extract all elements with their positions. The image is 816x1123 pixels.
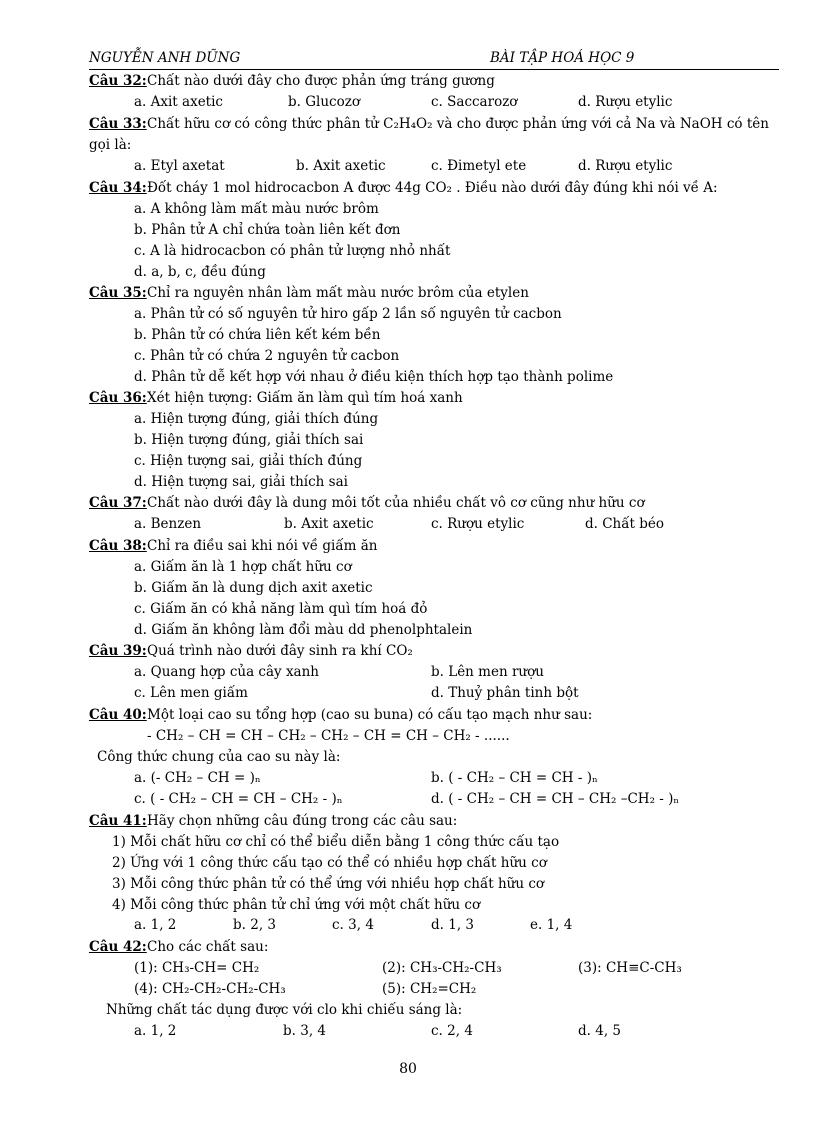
question-36 [0, 388, 816, 409]
option-line [0, 325, 816, 346]
option-a: a. Hiện tượng đúng, giải thích đúng [134, 411, 379, 427]
options-row [0, 156, 816, 177]
option-c: c. Đimetyl ete [431, 158, 527, 174]
options-row [0, 514, 816, 535]
option-d: d. Chất béo [585, 516, 664, 532]
question-text: Chất hữu cơ có công thức phân tử C₂H₄O₂ và cho được phản ứng với cả Na và NaOH có tên [147, 116, 769, 132]
statement-1: 1) Mỗi chất hữu cơ chỉ có thể biểu diễn bằng 1 công thức cấu tạo [112, 834, 560, 850]
question-text: Chất nào dưới đây cho được phản ứng tráng gương [147, 73, 495, 89]
substance-5: (5): CH₂=CH₂ [382, 981, 477, 997]
option-e: e. 1, 4 [530, 917, 573, 933]
option-a: a. A không làm mất màu nước brôm [134, 201, 379, 217]
question-34 [0, 178, 816, 199]
option-a: a. Etyl axetat [134, 158, 225, 174]
options-row [0, 1021, 816, 1042]
option-b: b. Axit axetic [284, 516, 374, 532]
option-c: c. A là hidrocacbon có phân tử lượng nhỏ nhất [134, 243, 451, 259]
option-a: a. 1, 2 [134, 1023, 177, 1039]
question-32 [0, 71, 816, 92]
question-number: Câu 34: [89, 180, 147, 196]
option-d: d. 1, 3 [431, 917, 474, 933]
option-c: c. ( - CH₂ – CH = CH – CH₂ - )ₙ [134, 791, 343, 807]
statement-line [0, 874, 816, 895]
polymer-formula: - CH₂ – CH = CH – CH₂ – CH₂ – CH = CH – CH₂ - ...... [147, 728, 510, 744]
formula-line [0, 726, 816, 747]
substance-1: (1): CH₃-CH= CH₂ [134, 960, 260, 976]
statement-line [0, 853, 816, 874]
option-line [0, 409, 816, 430]
option-line [0, 599, 816, 620]
option-d: d. a, b, c, đều đúng [134, 264, 266, 280]
option-b: b. ( - CH₂ – CH = CH - )ₙ [431, 770, 598, 786]
substances-row [0, 979, 816, 1000]
question-38 [0, 536, 816, 557]
option-line [0, 199, 816, 220]
option-c: c. Hiện tượng sai, giải thích đúng [134, 453, 363, 469]
option-c: c. Rượu etylic [431, 516, 525, 532]
option-a: a. Axit axetic [134, 94, 223, 110]
question-37 [0, 493, 816, 514]
question-35 [0, 283, 816, 304]
question-text-cont [0, 747, 816, 768]
option-line [0, 578, 816, 599]
statement-line [0, 832, 816, 853]
option-b: b. Phân tử có chứa liên kết kém bền [134, 327, 381, 343]
question-41 [0, 811, 816, 832]
option-line [0, 472, 816, 493]
question-text: Chất nào dưới đây là dung môi tốt của nhiều chất vô cơ cũng như hữu cơ [147, 495, 645, 511]
question-number: Câu 41: [89, 813, 147, 829]
question-text: Quá trình nào dưới đây sinh ra khí CO₂ [147, 643, 413, 659]
option-line [0, 346, 816, 367]
option-c: c. Giấm ăn có khả năng làm quì tím hoá đỏ [134, 601, 428, 617]
question-number: Câu 42: [89, 939, 147, 955]
question-text: Chỉ ra điều sai khi nói về giấm ăn [147, 538, 378, 554]
question-text-cont [0, 135, 816, 156]
option-d: d. Hiện tượng sai, giải thích sai [134, 474, 348, 490]
option-a: a. Giấm ăn là 1 hợp chất hữu cơ [134, 559, 352, 575]
option-d: d. Thuỷ phân tinh bột [431, 685, 579, 701]
question-number: Câu 37: [89, 495, 147, 511]
question-number: Câu 40: [89, 707, 147, 723]
question-text: Một loại cao su tổng hợp (cao su buna) có cấu tạo mạch như sau: [147, 707, 593, 723]
question-text: Hãy chọn những câu đúng trong các câu sau: [147, 813, 458, 829]
option-b: b. Phân tử A chỉ chứa toàn liên kết đơn [134, 222, 401, 238]
option-c: c. 3, 4 [332, 917, 374, 933]
question-number: Câu 35: [89, 285, 147, 301]
substances-row [0, 958, 816, 979]
substance-4: (4): CH₂-CH₂-CH₂-CH₃ [134, 981, 286, 997]
question-text: Xét hiện tượng: Giấm ăn làm quì tím hoá xanh [147, 390, 463, 406]
option-b: b. Axit axetic [296, 158, 386, 174]
option-a: a. Quang hợp của cây xanh [134, 664, 319, 680]
option-c: c. Lên men giấm [134, 685, 248, 701]
option-b: b. 3, 4 [283, 1023, 326, 1039]
option-b: b. 2, 3 [233, 917, 276, 933]
option-d: d. Giấm ăn không làm đổi màu dd phenolphtalein [134, 622, 473, 638]
question-number: Câu 33: [89, 116, 147, 132]
question-40 [0, 705, 816, 726]
question-text: Cho các chất sau: [147, 939, 269, 955]
option-c: c. Saccarozơ [431, 94, 518, 110]
option-d: d. Rượu etylic [578, 158, 673, 174]
option-c: c. 2, 4 [431, 1023, 473, 1039]
option-line [0, 451, 816, 472]
option-c: c. Phân tử có chứa 2 nguyên tử cacbon [134, 348, 400, 364]
option-line [0, 620, 816, 641]
option-a: a. (- CH₂ – CH = )ₙ [134, 770, 261, 786]
option-line [0, 304, 816, 325]
option-line [0, 241, 816, 262]
question-text: Đốt cháy 1 mol hidrocacbon A được 44g CO₂ . Điều nào dưới đây đúng khi nói về A: [147, 180, 718, 196]
option-d: d. Rượu etylic [578, 94, 673, 110]
substance-2: (2): CH₃-CH₂-CH₃ [382, 960, 502, 976]
options-row [0, 789, 816, 810]
question-33 [0, 114, 816, 135]
option-line [0, 262, 816, 283]
option-a: a. Benzen [134, 516, 202, 532]
option-d: d. ( - CH₂ – CH = CH – CH₂ –CH₂ - )ₙ [431, 791, 680, 807]
options-row [0, 92, 816, 113]
header-rule [89, 69, 779, 70]
options-row [0, 768, 816, 789]
statement-2: 2) Ứng với 1 công thức cấu tạo có thể có nhiều hợp chất hữu cơ [112, 855, 547, 871]
option-d: d. Phân tử dễ kết hợp với nhau ở điều kiện thích hợp tạo thành polime [134, 369, 614, 385]
options-row [0, 915, 816, 936]
option-b: b. Glucozơ [288, 94, 360, 110]
option-b: b. Giấm ăn là dung dịch axit axetic [134, 580, 373, 596]
statement-line [0, 895, 816, 916]
question-number: Câu 36: [89, 390, 147, 406]
substance-3: (3): CH≡C-CH₃ [578, 960, 682, 976]
statement-3: 3) Mỗi công thức phân tử có thể ứng với nhiều hợp chất hữu cơ [112, 876, 545, 892]
page-number: 80 [399, 1061, 417, 1077]
option-d: d. 4, 5 [578, 1023, 621, 1039]
question-text-cont [0, 1000, 816, 1021]
option-a: a. 1, 2 [134, 917, 177, 933]
question-text: Chỉ ra nguyên nhân làm mất màu nước brôm của etylen [147, 285, 529, 301]
option-line [0, 220, 816, 241]
question-number: Câu 32: [89, 73, 147, 89]
option-line [0, 367, 816, 388]
header-author: NGUYỄN ANH DŨNG [89, 50, 241, 66]
option-b: b. Hiện tượng đúng, giải thích sai [134, 432, 364, 448]
header-title: BÀI TẬP HOÁ HỌC 9 [490, 50, 635, 66]
options-row [0, 683, 816, 704]
question-39 [0, 641, 816, 662]
option-b: b. Lên men rượu [431, 664, 544, 680]
options-row [0, 662, 816, 683]
option-a: a. Phân tử có số nguyên tử hiro gấp 2 lần số nguyên tử cacbon [134, 306, 562, 322]
question-text-2: gọi là: [89, 137, 132, 153]
question-42 [0, 937, 816, 958]
question-number: Câu 38: [89, 538, 147, 554]
question-text-2: Những chất tác dụng được với clo khi chiếu sáng là: [106, 1002, 463, 1018]
question-number: Câu 39: [89, 643, 147, 659]
option-line [0, 430, 816, 451]
option-line [0, 557, 816, 578]
question-text-2: Công thức chung của cao su này là: [97, 749, 341, 765]
statement-4: 4) Mỗi công thức phân tử chỉ ứng với một chất hữu cơ [112, 897, 481, 913]
